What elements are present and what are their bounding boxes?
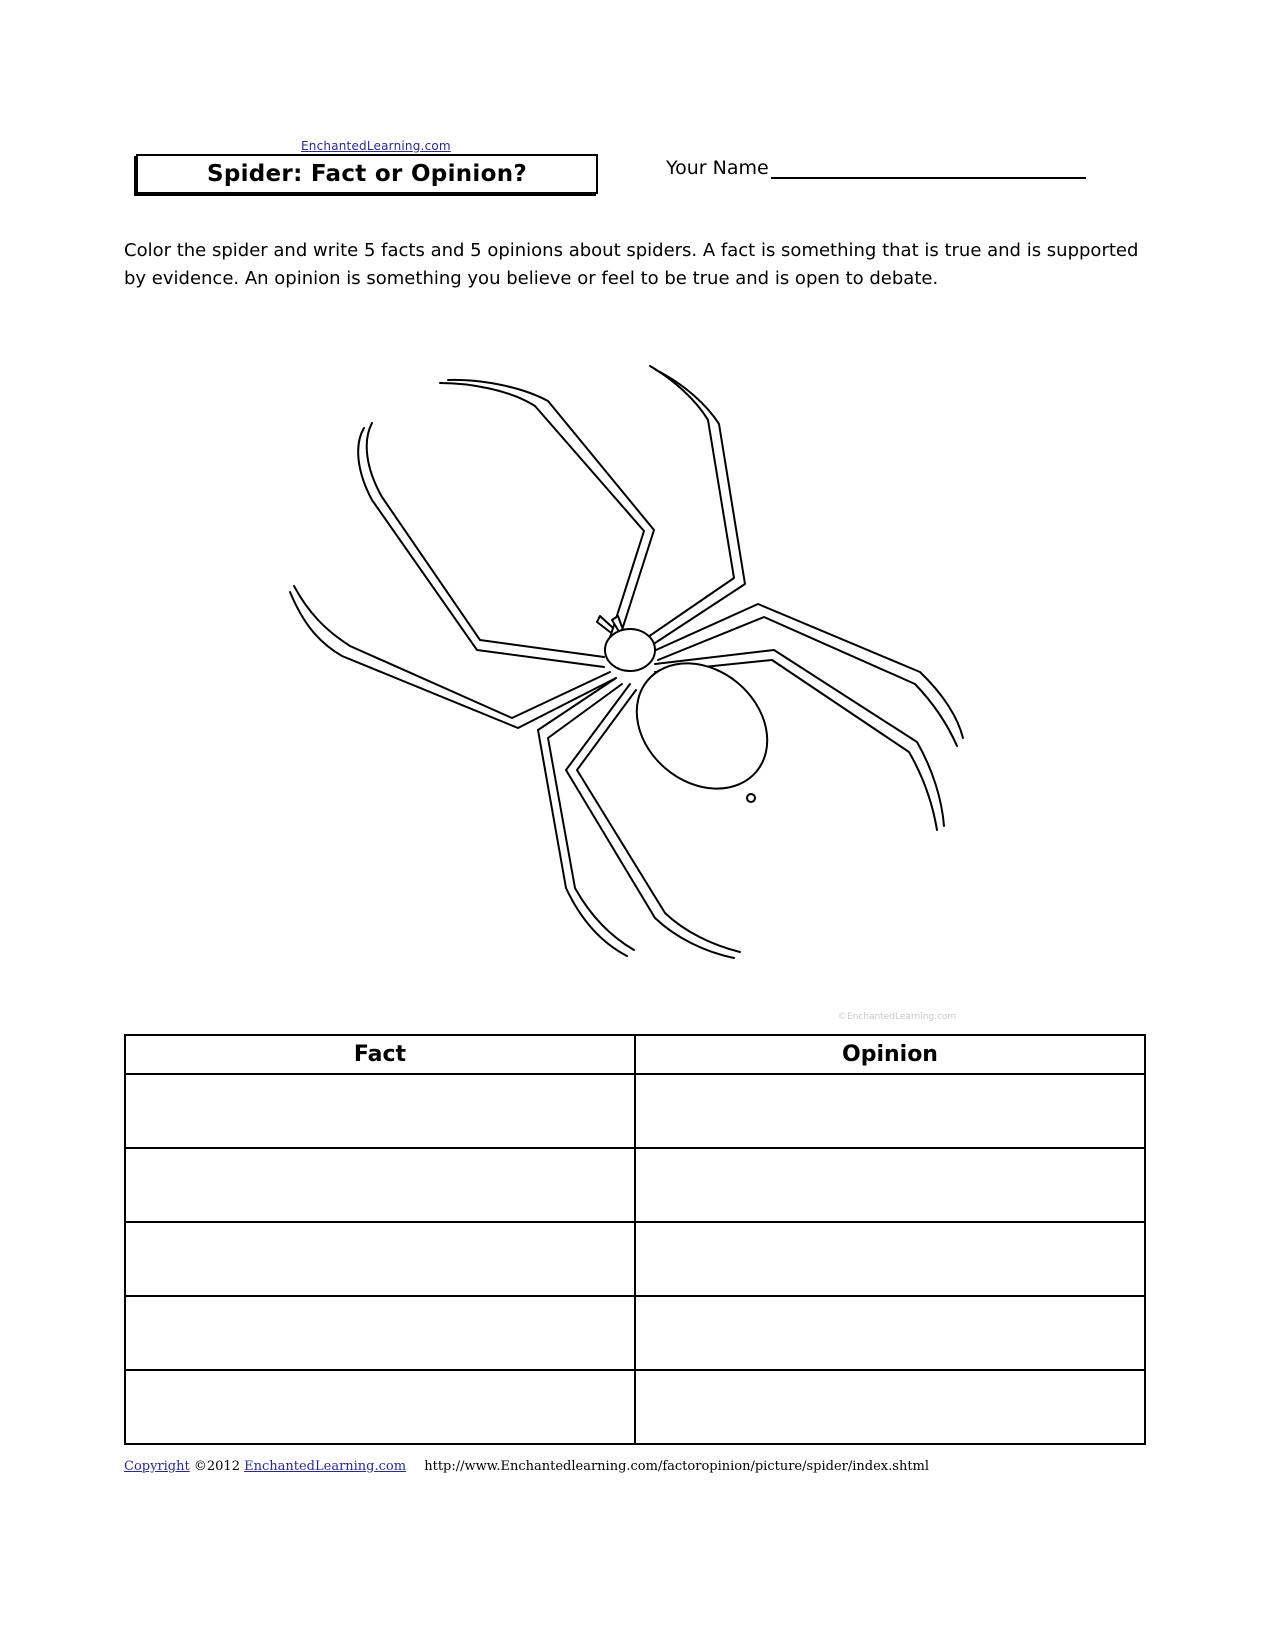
fact-cell[interactable] bbox=[125, 1074, 635, 1148]
opinion-cell[interactable] bbox=[635, 1296, 1145, 1370]
title-box bbox=[136, 154, 598, 194]
name-field bbox=[666, 157, 1086, 179]
name-blank-line bbox=[771, 157, 1086, 179]
name-label: Your Name bbox=[666, 157, 769, 179]
fact-column-header: Fact bbox=[125, 1035, 635, 1074]
copyright-year: ©2012 bbox=[193, 1459, 240, 1474]
table-row bbox=[125, 1370, 1145, 1444]
spider-illustration bbox=[280, 350, 1000, 980]
page-url: http://www.Enchantedlearning.com/factoropinion/picture/spider/index.shtml bbox=[424, 1459, 930, 1474]
fact-cell[interactable] bbox=[125, 1222, 635, 1296]
footer bbox=[124, 1459, 929, 1474]
page-title: Spider: Fact or Opinion? bbox=[206, 161, 528, 187]
opinion-cell[interactable] bbox=[635, 1222, 1145, 1296]
opinion-cell[interactable] bbox=[635, 1148, 1145, 1222]
opinion-column-header: Opinion bbox=[635, 1035, 1145, 1074]
fact-cell[interactable] bbox=[125, 1148, 635, 1222]
watermark-text: ©EnchantedLearning.com bbox=[838, 1012, 957, 1022]
fact-cell[interactable] bbox=[125, 1296, 635, 1370]
table-row bbox=[125, 1074, 1145, 1148]
opinion-cell[interactable] bbox=[635, 1370, 1145, 1444]
opinion-cell[interactable] bbox=[635, 1074, 1145, 1148]
table-row bbox=[125, 1222, 1145, 1296]
fact-cell[interactable] bbox=[125, 1370, 635, 1444]
fact-opinion-table bbox=[124, 1034, 1146, 1445]
table-row bbox=[125, 1148, 1145, 1222]
site-link-top[interactable]: EnchantedLearning.com bbox=[301, 139, 451, 153]
instructions: Color the spider and write 5 facts and 5 opinions about spiders. A fact is something that is true and is supported by evidence. An opinion is something you believe or feel to be true and is open to debate. bbox=[124, 240, 1139, 289]
table-row bbox=[125, 1296, 1145, 1370]
copyright-link[interactable]: Copyright bbox=[124, 1459, 190, 1474]
footer-site-link[interactable]: EnchantedLearning.com bbox=[244, 1459, 407, 1474]
